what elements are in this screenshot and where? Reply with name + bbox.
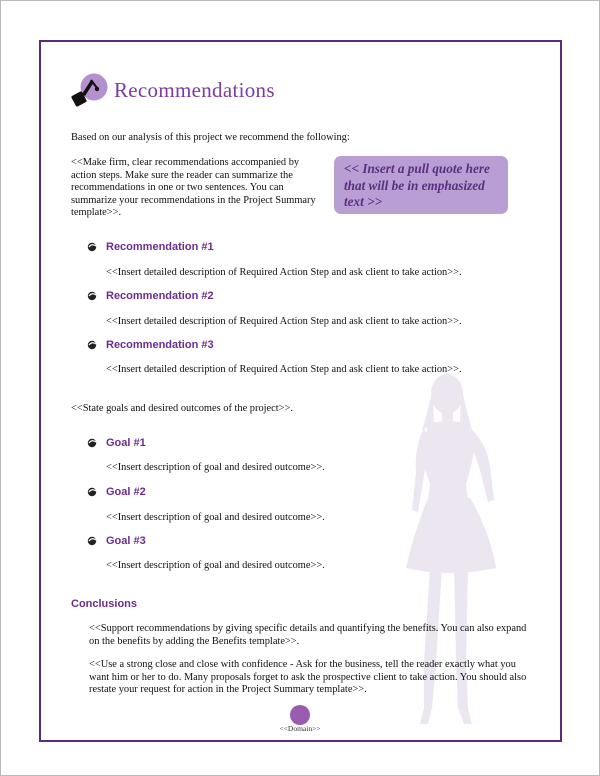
goal-3-desc: <<Insert description of goal and desired outcome>>. bbox=[106, 560, 325, 571]
recommendation-1-title: Recommendation #1 bbox=[106, 241, 214, 253]
pull-quote: << Insert a pull quote here that will be in emphasized text >> bbox=[334, 156, 508, 214]
recommendation-3-title: Recommendation #3 bbox=[106, 339, 214, 351]
goal-3-title: Goal #3 bbox=[106, 535, 146, 547]
bullet-icon bbox=[87, 242, 99, 252]
goal-1-desc: <<Insert description of goal and desired outcome>>. bbox=[106, 462, 325, 473]
lead-paragraph: <<Make firm, clear recommendations accompanied by action steps. Make sure the reader can summarize the recommendations in one or two sentences. You can summarize your recommendations in the Project Summary template>>. bbox=[71, 157, 316, 219]
goal-2-desc: <<Insert description of goal and desired outcome>>. bbox=[106, 512, 325, 523]
recommendation-2-desc: <<Insert detailed description of Required Action Step and ask client to take action>>. bbox=[106, 316, 462, 327]
bullet-icon bbox=[87, 340, 99, 350]
recommendation-2-title: Recommendation #2 bbox=[106, 290, 214, 302]
goals-intro: <<State goals and desired outcomes of the project>>. bbox=[71, 403, 293, 414]
goal-2-title: Goal #2 bbox=[106, 486, 146, 498]
intro-text: Based on our analysis of this project we recommend the following: bbox=[71, 132, 350, 143]
bullet-icon bbox=[87, 291, 99, 301]
conclusions-paragraph-1: <<Support recommendations by giving specific details and quantifying the benefits. You can also expand on the benefits by adding the Benefits template>>. bbox=[89, 623, 527, 647]
bullet-icon bbox=[87, 536, 99, 546]
bullet-icon bbox=[87, 438, 99, 448]
page-title: Recommendations bbox=[114, 78, 275, 102]
bullet-icon bbox=[87, 487, 99, 497]
footer-domain: <<Domain>> bbox=[279, 724, 321, 733]
domain-marker-icon bbox=[290, 705, 310, 725]
goal-1-title: Goal #1 bbox=[106, 437, 146, 449]
recommendation-1-desc: <<Insert detailed description of Required Action Step and ask client to take action>>. bbox=[106, 267, 462, 278]
conclusions-paragraph-2: <<Use a strong close and close with confidence - Ask for the business, tell the reader exactly what you want him or her to do. Many proposals forget to ask the prospective client to take action. You should also restate your request for action in the Project Summary template>>. bbox=[89, 659, 527, 696]
recommendation-3-desc: <<Insert detailed description of Required Action Step and ask client to take action>>. bbox=[106, 364, 462, 375]
conclusions-heading: Conclusions bbox=[71, 598, 138, 610]
recommendations-logo-icon bbox=[70, 72, 110, 108]
